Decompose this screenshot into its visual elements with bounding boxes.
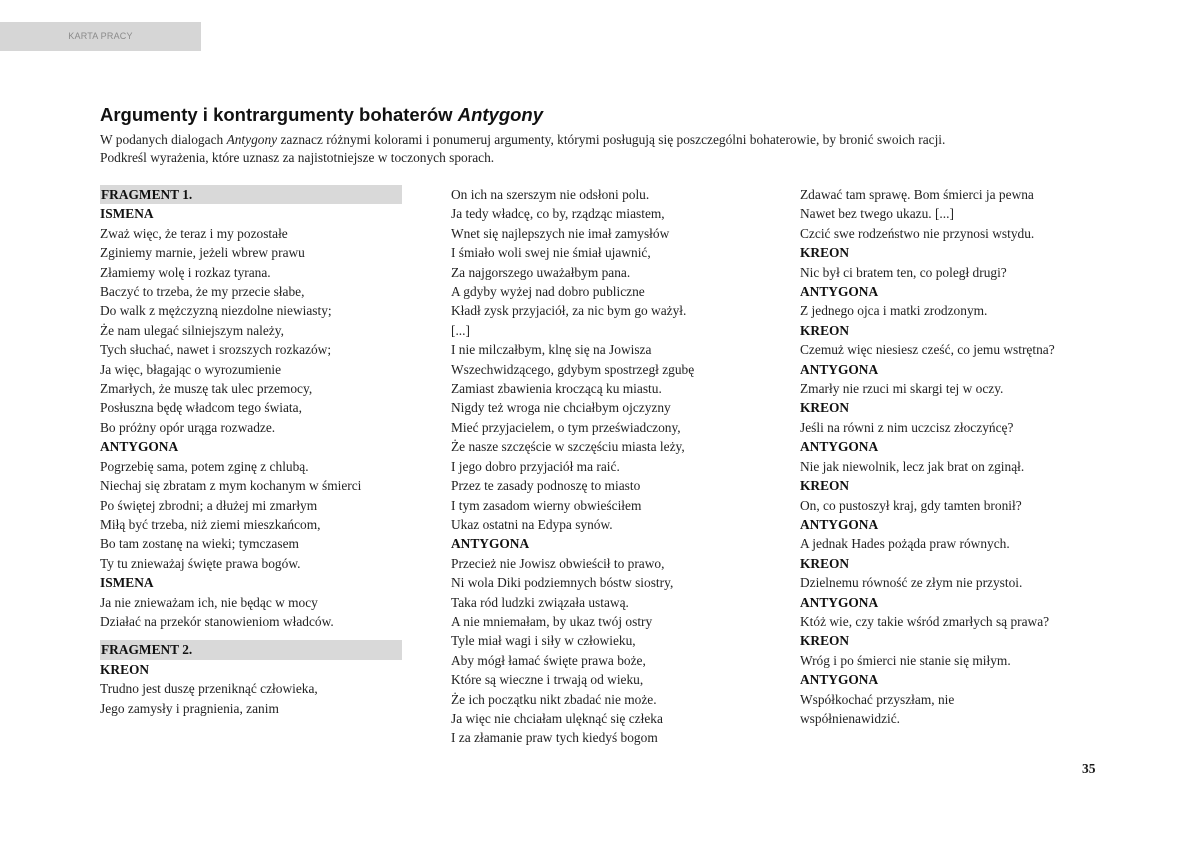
verse-line: Zmarłych, że muszę tak ulec przemocy, [100, 381, 313, 397]
verse-line: Tych słuchać, nawet i srozszych rozkazów; [100, 342, 332, 358]
speaker-antygona: ANTYGONA [800, 361, 879, 377]
verse-line: Złamiemy wolę i rozkaz tyrana. [100, 264, 271, 280]
verse-line: Że nam ulegać silniejszym należy, [100, 322, 284, 338]
verse-line: Taka ród ludzki związała ustawą. [451, 594, 629, 610]
verse-line: Po świętej zbrodni; a dłużej mi zmarłym [100, 497, 318, 513]
speaker-kreon: KREON [100, 661, 150, 677]
instruction-line-2: Podkreśl wyrażenia, które uznasz za najistotniejsze w toczonych sporach. [100, 150, 495, 165]
speaker-kreon: KREON [800, 478, 850, 494]
verse-line: Któż wie, czy takie wśród zmarłych są prawa? [800, 613, 1050, 629]
verse-line: Zdawać tam sprawę. Bom śmierci ja pewna [800, 187, 1034, 202]
verse-line: Zamiast zbawienia kroczącą ku miastu. [451, 381, 662, 397]
worksheet-tag: KARTA PRACY [0, 22, 201, 51]
instructions [100, 131, 1100, 167]
verse-line: A nie mniemałam, by ukaz twój ostry [451, 613, 653, 629]
verse-line: Zginiemy marnie, jeżeli wbrew prawu [100, 245, 305, 261]
instruction-1-post: zaznacz różnymi kolorami i ponumeruj argumenty, którymi posługują się poszczególni bohaterowie, by bronić swoich racji. [277, 132, 946, 147]
verse-line: Nie jak niewolnik, lecz jak brat on zginął. [800, 458, 1025, 474]
verse-line: Z jednego ojca i matki zrodzonym. [800, 303, 988, 319]
verse-line: Jego zamysły i pragnienia, zanim [100, 700, 279, 716]
speaker-kreon: KREON [800, 400, 850, 416]
verse-line: Czcić swe rodzeństwo nie przynosi wstydu. [800, 225, 1035, 241]
verse-line: Pogrzebię sama, potem zginę z chlubą. [100, 458, 309, 474]
instruction-line-1 [100, 131, 1100, 149]
verse-line: Baczyć to trzeba, że my przecie słabe, [100, 284, 305, 300]
title-main: Argumenty i kontrargumenty bohaterów [100, 104, 458, 125]
verse-line: Jeśli na równi z nim uczcisz złoczyńcę? [800, 419, 1014, 435]
verse-line: Do walk z mężczyzną niezdolne niewiasty; [100, 303, 332, 319]
verse-line: Za najgorszego uważałbym pana. [451, 264, 631, 280]
verse-line: Ja więc nie chciałam ulęknąć się człeka [451, 710, 663, 726]
verse-line: Nigdy też wroga nie chciałbym ojczyzny [451, 400, 671, 416]
instruction-1-italic: Antygony [226, 132, 278, 147]
verse-line: Przez te zasady podnoszę to miasto [451, 478, 641, 494]
verse-line: Ty tu znieważaj święte prawa bogów. [100, 555, 301, 571]
page-number: 35 [1082, 761, 1096, 776]
column-3 [800, 185, 1110, 728]
verse-line: Dzielnemu równość ze złym nie przystoi. [800, 575, 1023, 591]
speaker-antygona: ANTYGONA [800, 439, 879, 455]
fragment-1-heading: FRAGMENT 1. [100, 185, 402, 204]
verse-line: Aby mógł łamać święte prawa boże, [451, 652, 646, 668]
verse-line: I jego dobro przyjaciół ma raić. [451, 458, 620, 474]
verse-line: On ich na szerszym nie odsłoni polu. [451, 187, 650, 202]
speaker-antygona: ANTYGONA [800, 594, 879, 610]
verse-line: Mieć przyjacielem, o tym przeświadczony, [451, 419, 681, 435]
verse-line: Kładł zysk przyjaciół, za nic bym go ważył. [451, 303, 687, 319]
verse-line: I śmiało woli swej nie śmiał ujawnić, [451, 245, 651, 261]
verse-line: Przecież nie Jowisz obwieścił to prawo, [451, 555, 665, 571]
speaker-kreon: KREON [800, 555, 850, 571]
verse-line: Że nasze szczęście w szczęściu miasta leży, [451, 439, 685, 455]
verse-line: A jednak Hades pożąda praw równych. [800, 536, 1010, 552]
verse-line: Bo tam zostanę na wieki; tymczasem [100, 536, 299, 552]
speaker-antygona: ANTYGONA [100, 439, 179, 455]
title-italic: Antygony [457, 104, 544, 125]
verse-line: Które są wieczne i trwają od wieku, [451, 672, 644, 688]
verse-line: Czemuż więc niesiesz cześć, co jemu wstrętna? [800, 342, 1055, 358]
speaker-antygona: ANTYGONA [800, 284, 879, 300]
verse-line: Zmarły nie rzuci mi skargi tej w oczy. [800, 381, 1004, 397]
verse-line: Zważ więc, że teraz i my pozostałe [100, 225, 288, 241]
speaker-kreon: KREON [800, 322, 850, 338]
instruction-1-pre: W podanych dialogach [100, 132, 227, 147]
verse-line: Ja nie znieważam ich, nie będąc w mocy [100, 594, 318, 610]
verse-line: Nic był ci bratem ten, co poległ drugi? [800, 264, 1007, 280]
verse-line: A gdyby wyżej nad dobro publiczne [451, 284, 645, 300]
verse-line: On, co pustoszył kraj, gdy tamten bronił? [800, 497, 1022, 513]
verse-line: Działać na przekór stanowieniom władców. [100, 613, 334, 629]
verse-line: Tyle miał wagi i siły w człowieku, [451, 633, 636, 649]
speaker-ismena: ISMENA [100, 575, 154, 591]
verse-line-wrapped: Niechaj się zbratam z mym kochanym w śmierci [100, 478, 362, 494]
speaker-ismena: ISMENA [100, 206, 154, 222]
verse-line: Że ich początku nikt zbadać nie może. [451, 691, 657, 707]
speaker-kreon: KREON [800, 245, 850, 261]
speaker-antygona: ANTYGONA [451, 536, 530, 552]
speaker-kreon: KREON [800, 633, 850, 649]
verse-line: Trudno jest duszę przeniknąć człowieka, [100, 681, 318, 697]
verse-line: Wnet się najlepszych nie imał zamysłów [451, 225, 670, 241]
verse-line: Ja tedy władcę, co by, rządząc miastem, [451, 206, 665, 222]
verse-line: Nawet bez twego ukazu. [...] [800, 206, 954, 222]
verse-line: Miłą być trzeba, niż ziemi mieszkańcom, [100, 516, 321, 532]
verse-line: Ukaz ostatni na Edypa synów. [451, 516, 613, 532]
speaker-antygona: ANTYGONA [800, 672, 879, 688]
verse-line-wrapped: Współkochać przyszłam, nie współnienawidzić. [800, 691, 955, 726]
spacer [100, 631, 402, 640]
verse-line: I tym zasadom wierny obwieściłem [451, 497, 642, 513]
column-2 [451, 185, 761, 748]
verse-line: I za złamanie praw tych kiedyś bogom [451, 730, 658, 746]
verse-line: Ni wola Diki podziemnych bóstw siostry, [451, 575, 674, 591]
speaker-antygona: ANTYGONA [800, 516, 879, 532]
verse-line: Ja więc, błagając o wyrozumienie [100, 361, 282, 377]
verse-line: I nie milczałbym, klnę się na Jowisza [451, 342, 652, 358]
column-1 [100, 185, 402, 718]
fragment-2-heading: FRAGMENT 2. [100, 640, 402, 659]
verse-line: Bo próżny opór urąga rozwadze. [100, 419, 276, 435]
ismena-1-lines [100, 224, 402, 437]
verse-line: Wróg i po śmierci nie stanie się miłym. [800, 652, 1011, 668]
page-title [100, 104, 543, 126]
verse-line: Wszechwidzącego, gdybym spostrzegł zgubę [451, 361, 695, 377]
verse-line: Posłuszna będę władcom tego świata, [100, 400, 302, 416]
ellipsis-line: [...] [451, 322, 470, 338]
